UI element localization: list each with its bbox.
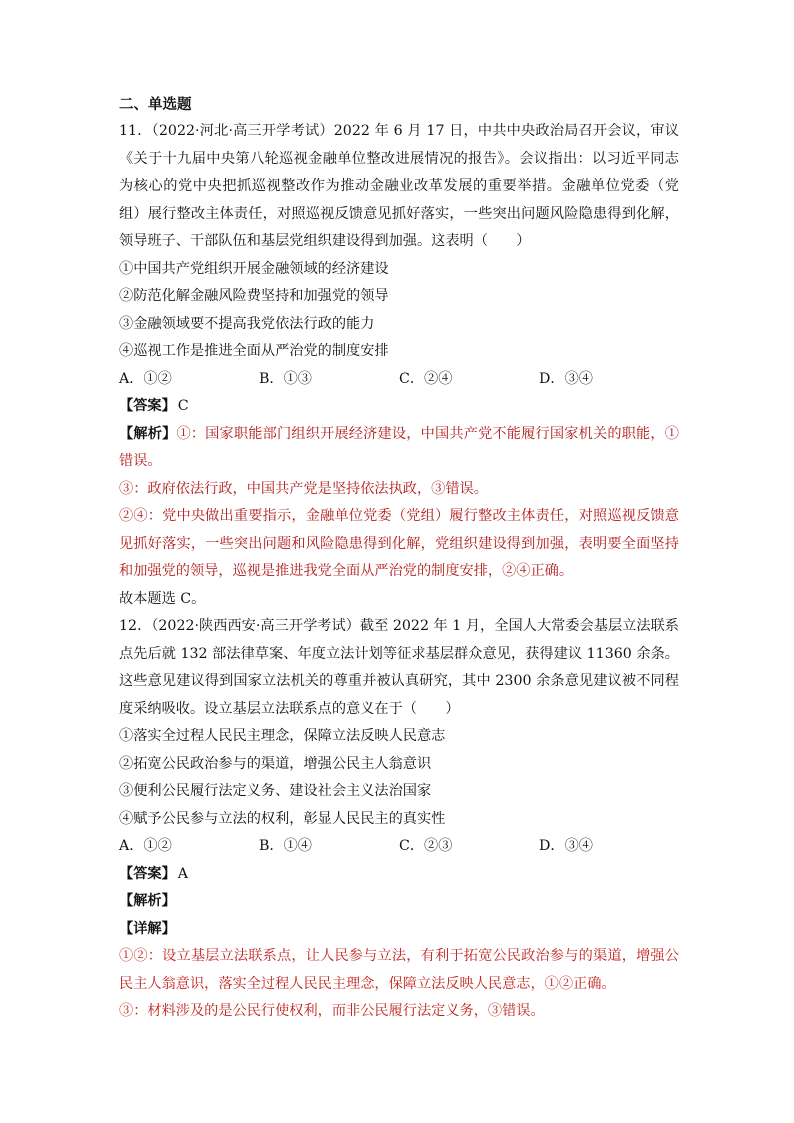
final-answer: 故本题选 C。 xyxy=(119,590,206,607)
analysis-label: 【解析】 xyxy=(119,893,176,909)
option-line: ①中国共产党组织开展金融领域的经济建设 xyxy=(119,260,389,277)
option-line: ④巡视工作是推进全面从严治党的制度安排 xyxy=(119,343,389,359)
analysis-paragraph: ③：材料涉及的是公民行使权利，而非公民履行法定义务，③错误。 xyxy=(119,1003,545,1019)
choice-a: A．①② xyxy=(119,838,172,854)
option-line: ①落实全过程人民民主理念，保障立法反映人民意志 xyxy=(119,728,446,744)
detail-label: 【详解】 xyxy=(119,920,176,937)
answer-line xyxy=(119,861,679,889)
analysis-label: 【解析】 xyxy=(119,425,177,442)
document-page xyxy=(119,92,679,1026)
analysis-text: ①：国家职能部门组织开展经济建设，中国共产党不能履行国家机关的职能，①错误。 xyxy=(119,425,679,469)
choice-d: D．③④ xyxy=(539,370,593,387)
answer-label: 【答案】 xyxy=(119,398,176,414)
question-stem: 11．（2022·河北·高三开学考试）2022 年 6 月 17 日，中共中央政治局召开会议，审议《关于十九届中央第八轮巡视金融单位整改进展情况的报告》。会议指出：以习近平同志为核心的党中央把抓巡视整改作为推动金融业改革发展的重要举措。金融单位党委（党组）展行整改主体责任，对照巡视反馈意见抓好落实，一些突出问题风险隐患得到化解，领导班子、干部队伍和基层党组织建设得到加强。这表明（ ） xyxy=(119,123,679,249)
answer-choices xyxy=(119,833,679,861)
detail-heading xyxy=(119,916,679,944)
question-stem: 12．（2022·陕西西安·高三开学考试）截至 2022 年 1 月，全国人大常委会基层立法联系点先后就 132 部法律草案、年度立法计划等征求基层群众意见，获得建议 11360 余条。这些意见建议得到国家立法机关的尊重并被认真研究，其中 2300 余条意见建议被不同程度采纳吸收。设立基层立法联系点的意义在于（ ） xyxy=(119,618,679,717)
option-line: ④赋予公民参与立法的权利，彰显人民民主的真实性 xyxy=(119,810,446,827)
option-line: ③便利公民履行法定义务、建设社会主义法治国家 xyxy=(119,783,432,799)
analysis-paragraph: ③：政府依法行政，中国共产党是坚持依法执政，③错误。 xyxy=(119,480,488,497)
option-line: ②防范化解金融风险费坚持和加强党的领导 xyxy=(119,288,389,304)
analysis-paragraph: ①②：设立基层立法联系点，让人民参与立法，有利于拓宽公民政治参与的渠道，增强公民主人翁意识，落实全过程人民民主理念，保障立法反映人民意志，①②正确。 xyxy=(119,948,679,992)
answer-label: 【答案】 xyxy=(119,865,176,882)
answer-line xyxy=(119,393,679,421)
answer-value: A xyxy=(177,865,189,882)
section-title: 二、单选题 xyxy=(119,97,192,113)
choice-b: B．①④ xyxy=(259,838,312,854)
question-11 xyxy=(119,118,679,613)
analysis-paragraph xyxy=(119,421,679,476)
answer-value: C xyxy=(177,398,189,414)
choice-a: A．①② xyxy=(119,370,172,387)
choice-c: C．②③ xyxy=(399,838,453,854)
question-12 xyxy=(119,613,679,1026)
choice-d: D．③④ xyxy=(539,838,593,854)
option-line: ③金融领域要不提高我党依法行政的能力 xyxy=(119,315,375,332)
analysis-paragraph: ②④：党中央做出重要指示，金融单位党委（党组）履行整改主体责任，对照巡视反馈意见抓好落实，一些突出问题和风险隐患得到化解，党组织建设得到加强，表明要全面坚持和加强党的领导，巡视是推进我党全面从严治党的制度安排，②④正确。 xyxy=(119,508,679,579)
option-line: ②拓宽公民政治参与的渠道，增强公民主人翁意识 xyxy=(119,755,432,772)
choice-c: C．②④ xyxy=(399,370,453,387)
answer-choices xyxy=(119,366,679,394)
choice-b: B．①③ xyxy=(259,370,312,387)
analysis-heading xyxy=(119,888,679,916)
